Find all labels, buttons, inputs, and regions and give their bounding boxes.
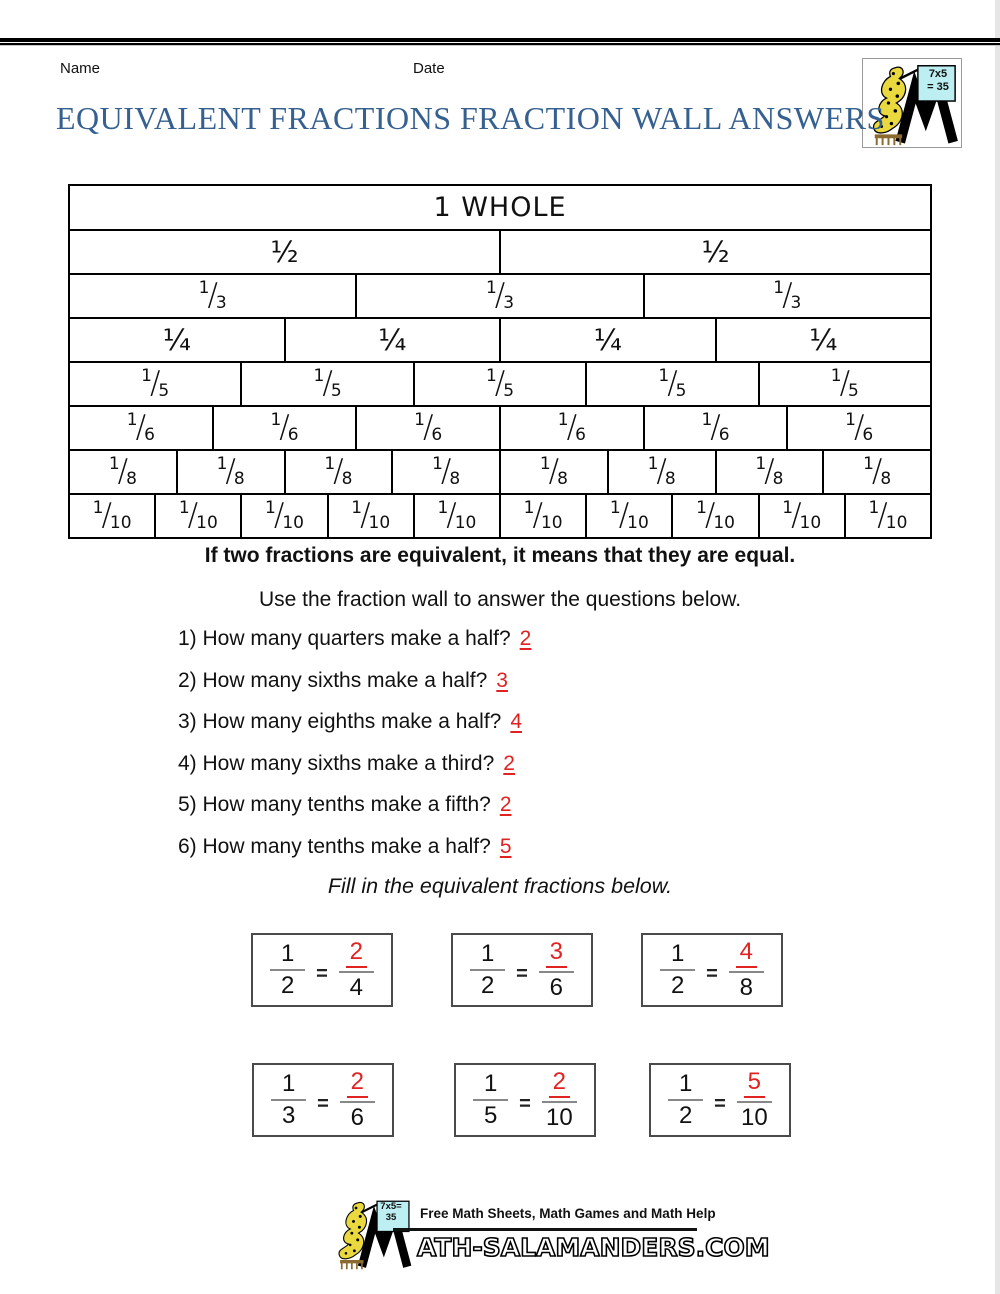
given-fraction	[270, 942, 305, 998]
wall-cell-sixths-2	[212, 407, 356, 449]
equivalent-box-3	[641, 933, 783, 1007]
wall-cell-thirds-3	[643, 275, 930, 317]
wall-fraction-label	[432, 452, 461, 489]
question-answer: 3	[496, 668, 508, 692]
fraction-slash: /	[225, 452, 236, 489]
equals-sign: =	[519, 1092, 531, 1115]
given-fraction	[470, 942, 505, 998]
answer-fraction	[340, 1070, 375, 1130]
question-4	[178, 753, 531, 775]
given-fraction	[660, 942, 695, 998]
answer-fraction	[542, 1070, 577, 1130]
wall-cell-eighths-8	[822, 451, 930, 493]
wall-fraction-label: ½	[270, 235, 299, 269]
fraction-denominator: 8	[664, 468, 676, 489]
fraction-numerator: 1	[108, 453, 120, 474]
wall-fraction-label	[773, 276, 802, 313]
wall-cell-eighths-7	[715, 451, 823, 493]
answer-fraction	[729, 940, 764, 1000]
fraction-slash: /	[764, 452, 775, 489]
fraction-bar	[270, 969, 305, 971]
fraction-numerator: 1	[647, 453, 659, 474]
fraction-denominator: 3	[215, 292, 227, 313]
wall-cell-sixths-5	[643, 407, 787, 449]
fill-in-instruction-line: Fill in the equivalent fractions below.	[327, 874, 673, 898]
wall-cell-halves-1	[70, 231, 499, 273]
wall-fraction-label	[351, 496, 391, 533]
fraction-numerator: 1	[539, 453, 551, 474]
wall-cell-tenths-5	[413, 495, 499, 537]
wall-row-thirds	[70, 273, 930, 317]
wall-fraction-label	[701, 408, 730, 445]
fraction-numerator: 2	[346, 940, 367, 968]
equivalent-box-6	[649, 1063, 791, 1137]
fraction-slash: /	[149, 364, 161, 401]
fraction-numerator: 1	[658, 365, 670, 386]
fraction-denominator: 3	[790, 292, 802, 313]
wall-cell-sixths-1	[70, 407, 212, 449]
wall-fraction-label	[696, 496, 735, 533]
wall-fraction-label	[485, 364, 515, 401]
fraction-numerator: 2	[347, 1070, 368, 1098]
fraction-denominator: 5	[330, 380, 342, 401]
chalkboard-text	[919, 68, 957, 93]
fraction-numerator: 1	[845, 409, 856, 430]
fraction-denominator: 6	[431, 424, 443, 445]
fraction-numerator: 1	[280, 940, 295, 967]
fraction-denominator: 10	[196, 512, 218, 533]
fraction-numerator: 1	[126, 409, 138, 430]
wall-fraction-label	[523, 496, 563, 533]
fraction-slash: /	[117, 452, 129, 489]
question-answer: 5	[499, 834, 512, 858]
wall-fraction-label	[658, 364, 687, 401]
fraction-denominator: 2	[678, 1102, 693, 1129]
fraction-numerator: 1	[313, 365, 325, 386]
fraction-slash: /	[360, 496, 371, 533]
wall-fraction-label: ¼	[162, 323, 191, 357]
fraction-denominator: 8	[557, 468, 568, 489]
fraction-numerator: 1	[216, 453, 228, 474]
fraction-numerator: 1	[678, 1070, 693, 1097]
fraction-denominator: 2	[480, 972, 495, 999]
fraction-slash: /	[871, 452, 883, 489]
page-edge-shadow	[995, 0, 1000, 1294]
fraction-bar	[660, 969, 695, 971]
fraction-slash: /	[187, 496, 199, 533]
wall-row-sixths	[70, 405, 930, 449]
wall-cell-tenths-1	[70, 495, 154, 537]
fraction-numerator: 1	[830, 365, 842, 386]
fraction-slash: /	[667, 364, 678, 401]
fraction-denominator: 5	[675, 380, 687, 401]
wall-row-halves	[70, 229, 930, 273]
wall-cell-sixths-3	[355, 407, 499, 449]
wall-fraction-label	[539, 452, 568, 489]
wall-fraction-label	[830, 364, 859, 401]
fraction-denominator: 8	[880, 468, 892, 489]
fraction-bar	[737, 1101, 772, 1103]
fraction-slash: /	[207, 276, 218, 313]
date-label: Date	[413, 60, 445, 77]
wall-fraction-label: ¼	[809, 323, 838, 357]
wall-cell-thirds-1	[70, 275, 355, 317]
fraction-denominator: 6	[287, 424, 299, 445]
fraction-numerator: 1	[773, 277, 785, 298]
fraction-denominator: 5	[848, 380, 859, 401]
footer-chalkboard-line1: 7x5=	[380, 1201, 402, 1212]
fraction-numerator: 1	[480, 940, 495, 967]
fraction-slash: /	[532, 496, 543, 533]
fraction-numerator: 4	[736, 940, 757, 968]
fraction-numerator: 1	[324, 453, 336, 474]
fraction-denominator: 10	[545, 1104, 573, 1131]
wall-row-eighths	[70, 449, 930, 493]
wall-fraction-label	[324, 452, 353, 489]
fraction-numerator: 1	[863, 453, 874, 474]
wall-cell-eighths-3	[284, 451, 392, 493]
wall-cell-sixths-6	[786, 407, 930, 449]
fraction-slash: /	[446, 496, 457, 533]
fraction-numerator: 1	[782, 497, 794, 518]
wall-fraction-label	[270, 408, 299, 445]
fraction-denominator: 2	[280, 972, 295, 999]
footer-chalkboard-text	[377, 1202, 405, 1224]
fraction-denominator: 3	[503, 292, 515, 313]
equivalent-box-2	[451, 933, 593, 1007]
wall-fraction-label	[647, 452, 676, 489]
fraction-denominator: 6	[549, 974, 564, 1001]
fraction-slash: /	[566, 408, 578, 445]
fraction-numerator: 1	[92, 497, 104, 518]
equivalent-box-4	[252, 1063, 394, 1137]
fraction-denominator: 10	[885, 512, 908, 533]
fraction-numerator: 1	[485, 365, 497, 386]
wall-cell-fifths-2	[240, 363, 412, 405]
fraction-numerator: 1	[437, 497, 449, 518]
fraction-slash: /	[704, 496, 716, 533]
question-6	[178, 836, 531, 858]
wall-cell-eighths-4	[391, 451, 499, 493]
wall-cell-fifths-5	[758, 363, 930, 405]
wall-fraction-label	[868, 496, 908, 533]
wall-cell-tenths-2	[154, 495, 240, 537]
fraction-wall-table	[68, 184, 932, 539]
fraction-slash: /	[333, 452, 344, 489]
fraction-numerator: 5	[744, 1070, 765, 1098]
wall-row-fifths	[70, 361, 930, 405]
fraction-bar	[339, 971, 374, 973]
fraction-denominator: 8	[739, 974, 754, 1001]
fraction-numerator: 1	[755, 453, 767, 474]
wall-cell-thirds-2	[355, 275, 642, 317]
wall-fraction-label	[755, 452, 784, 489]
fraction-slash: /	[273, 496, 285, 533]
wall-cell-fifths-3	[413, 363, 585, 405]
chalkboard-line1: 7x5	[928, 68, 948, 80]
wall-fraction-label	[437, 496, 477, 533]
fraction-numerator: 1	[868, 497, 880, 518]
equivalent-box-5	[454, 1063, 596, 1137]
wall-cell-tenths-8	[671, 495, 757, 537]
fraction-denominator: 10	[540, 512, 563, 533]
fraction-numerator: 1	[178, 497, 190, 518]
wall-fraction-label	[265, 496, 304, 533]
equals-sign: =	[706, 962, 718, 985]
fraction-slash: /	[877, 496, 888, 533]
name-label: Name	[60, 60, 101, 77]
wall-row-tenths	[70, 493, 930, 537]
fraction-bar	[668, 1099, 703, 1101]
fraction-slash: /	[853, 408, 865, 445]
wall-cell-quarters-2	[284, 319, 500, 361]
question-text: 6) How many tenths make a half?	[178, 834, 491, 858]
answer-fraction	[339, 940, 374, 1000]
wall-cell-fifths-4	[585, 363, 757, 405]
fraction-numerator: 1	[670, 940, 685, 967]
wall-cell-tenths-3	[240, 495, 326, 537]
equals-sign: =	[317, 1092, 329, 1115]
fraction-slash: /	[101, 496, 112, 533]
answer-fraction	[737, 1070, 772, 1130]
wall-cell-tenths-10	[844, 495, 930, 537]
instruction-sub-line: Use the fraction wall to answer the questions below.	[258, 588, 742, 611]
fraction-slash: /	[782, 276, 793, 313]
fraction-numerator: 1	[351, 497, 363, 518]
fraction-numerator: 1	[281, 1070, 296, 1097]
equivalent-box-1	[251, 933, 393, 1007]
fraction-denominator: 10	[454, 512, 477, 533]
fraction-numerator: 1	[198, 277, 210, 298]
wall-cell-eighths-1	[70, 451, 176, 493]
fraction-denominator: 4	[349, 974, 364, 1001]
wall-fraction-label: ½	[701, 235, 730, 269]
wall-cell-eighths-6	[607, 451, 715, 493]
fraction-numerator: 2	[549, 1070, 570, 1098]
fraction-numerator: 1	[432, 453, 443, 474]
fraction-numerator: 1	[270, 409, 282, 430]
question-answer: 2	[499, 793, 512, 816]
fraction-denominator: 8	[126, 468, 137, 489]
question-2	[178, 670, 531, 692]
question-text: 5) How many tenths make a fifth?	[178, 793, 491, 816]
fraction-denominator: 10	[627, 512, 649, 533]
wall-cell-tenths-6	[499, 495, 585, 537]
question-text: 4) How many sixths make a third?	[178, 751, 495, 775]
wall-row-quarters	[70, 317, 930, 361]
wall-cell-eighths-2	[176, 451, 284, 493]
equals-sign: =	[516, 962, 528, 985]
wall-fraction-label	[557, 408, 586, 445]
question-answer: 2	[519, 627, 532, 650]
question-answer: 4	[510, 710, 523, 733]
fraction-denominator: 10	[109, 512, 132, 533]
fraction-denominator: 8	[772, 468, 784, 489]
wall-cell-quarters-4	[715, 319, 931, 361]
page-title: EQUIVALENT FRACTIONS FRACTION WALL ANSWERS	[56, 100, 885, 136]
wall-row-whole	[70, 186, 930, 229]
fraction-denominator: 2	[670, 972, 685, 999]
footer-wordmark: ATH-SALAMANDERS.COM	[417, 1233, 770, 1262]
wall-cell-quarters-1	[70, 319, 284, 361]
given-fraction	[668, 1072, 703, 1128]
question-text: 1) How many quarters make a half?	[178, 627, 511, 650]
fraction-numerator: 1	[265, 497, 276, 518]
question-1	[178, 628, 531, 650]
fraction-numerator: 1	[701, 409, 713, 430]
fraction-bar	[470, 969, 505, 971]
fraction-denominator: 6	[575, 424, 586, 445]
fraction-bar	[340, 1101, 375, 1103]
wall-fraction-label	[863, 452, 892, 489]
fraction-denominator: 6	[144, 424, 155, 445]
wall-fraction-label	[313, 364, 342, 401]
equals-sign: =	[714, 1092, 726, 1115]
wall-fraction-label	[178, 496, 218, 533]
fraction-slash: /	[618, 496, 630, 533]
wall-fraction-label: ¼	[378, 323, 407, 357]
question-answer: 2	[503, 751, 515, 775]
questions-list	[178, 628, 531, 858]
fraction-numerator: 1	[141, 365, 152, 386]
wall-fraction-label	[414, 408, 443, 445]
fraction-denominator: 6	[350, 1104, 365, 1131]
given-fraction	[473, 1072, 508, 1128]
wall-cell-halves-2	[499, 231, 930, 273]
answer-fraction	[539, 940, 574, 1000]
wall-cell-eighths-5	[499, 451, 607, 493]
fraction-denominator: 10	[799, 512, 822, 533]
fraction-denominator: 10	[740, 1104, 768, 1131]
question-3	[178, 711, 531, 733]
instruction-bold-line: If two fractions are equivalent, it means that they are equal.	[204, 544, 796, 567]
wall-cell-tenths-4	[327, 495, 413, 537]
fraction-bar	[271, 1099, 306, 1101]
wall-cell-sixths-4	[499, 407, 643, 449]
wall-fraction-label	[485, 276, 515, 313]
wall-fraction-label	[92, 496, 132, 533]
fraction-denominator: 8	[449, 468, 461, 489]
footer-chalkboard-line2: 35	[385, 1211, 397, 1223]
given-fraction	[271, 1072, 306, 1128]
fraction-slash: /	[135, 408, 147, 445]
fraction-slash: /	[791, 496, 802, 533]
fraction-denominator: 3	[281, 1102, 296, 1129]
fraction-denominator: 8	[233, 468, 245, 489]
wall-cell-quarters-3	[499, 319, 715, 361]
question-text: 3) How many eighths make a half?	[178, 710, 502, 733]
fraction-slash: /	[839, 364, 851, 401]
fraction-slash: /	[440, 452, 452, 489]
wall-fraction-label	[108, 452, 137, 489]
wall-fraction-label	[198, 276, 227, 313]
fraction-denominator: 10	[713, 512, 735, 533]
wall-fraction-label	[609, 496, 649, 533]
fraction-bar	[542, 1101, 577, 1103]
fraction-bar	[539, 971, 574, 973]
fraction-slash: /	[279, 408, 290, 445]
fraction-slash: /	[710, 408, 721, 445]
wall-cell-whole-1	[70, 186, 930, 229]
fraction-numerator: 1	[483, 1070, 498, 1097]
fraction-numerator: 3	[546, 940, 567, 968]
fraction-slash: /	[656, 452, 667, 489]
fraction-denominator: 5	[483, 1102, 498, 1129]
fraction-denominator: 5	[503, 380, 515, 401]
fraction-slash: /	[422, 408, 434, 445]
fraction-numerator: 1	[414, 409, 425, 430]
wall-fraction-label	[216, 452, 245, 489]
fraction-numerator: 1	[523, 497, 535, 518]
chalkboard-line2: = 35	[927, 80, 949, 93]
wall-fraction-label: ¼	[593, 323, 622, 357]
wall-fraction-label	[782, 496, 822, 533]
wall-whole-label: 1 WHOLE	[433, 192, 567, 223]
question-text: 2) How many sixths make a half?	[178, 668, 488, 692]
fraction-denominator: 6	[718, 424, 730, 445]
wall-fraction-label	[141, 364, 170, 401]
fraction-numerator: 1	[696, 497, 707, 518]
wall-fraction-label	[126, 408, 155, 445]
fraction-slash: /	[322, 364, 333, 401]
wall-cell-fifths-1	[70, 363, 240, 405]
question-5	[178, 794, 531, 816]
fraction-slash: /	[494, 364, 506, 401]
fraction-numerator: 1	[557, 409, 569, 430]
fraction-numerator: 1	[485, 277, 497, 298]
fraction-denominator: 6	[862, 424, 874, 445]
fraction-denominator: 10	[368, 512, 391, 533]
footer-divider-rule	[393, 1228, 697, 1231]
fraction-slash: /	[548, 452, 560, 489]
wall-cell-tenths-9	[758, 495, 844, 537]
wall-cell-tenths-7	[585, 495, 671, 537]
fraction-numerator: 1	[609, 497, 621, 518]
fraction-denominator: 8	[341, 468, 353, 489]
fraction-slash: /	[494, 276, 506, 313]
fraction-bar	[473, 1099, 508, 1101]
footer-tagline: Free Math Sheets, Math Games and Math Help	[420, 1206, 716, 1221]
fraction-denominator: 5	[158, 380, 170, 401]
equals-sign: =	[316, 962, 328, 985]
header-divider-rule	[0, 38, 1000, 46]
wall-fraction-label	[845, 408, 874, 445]
fraction-denominator: 10	[282, 512, 304, 533]
fraction-bar	[729, 971, 764, 973]
